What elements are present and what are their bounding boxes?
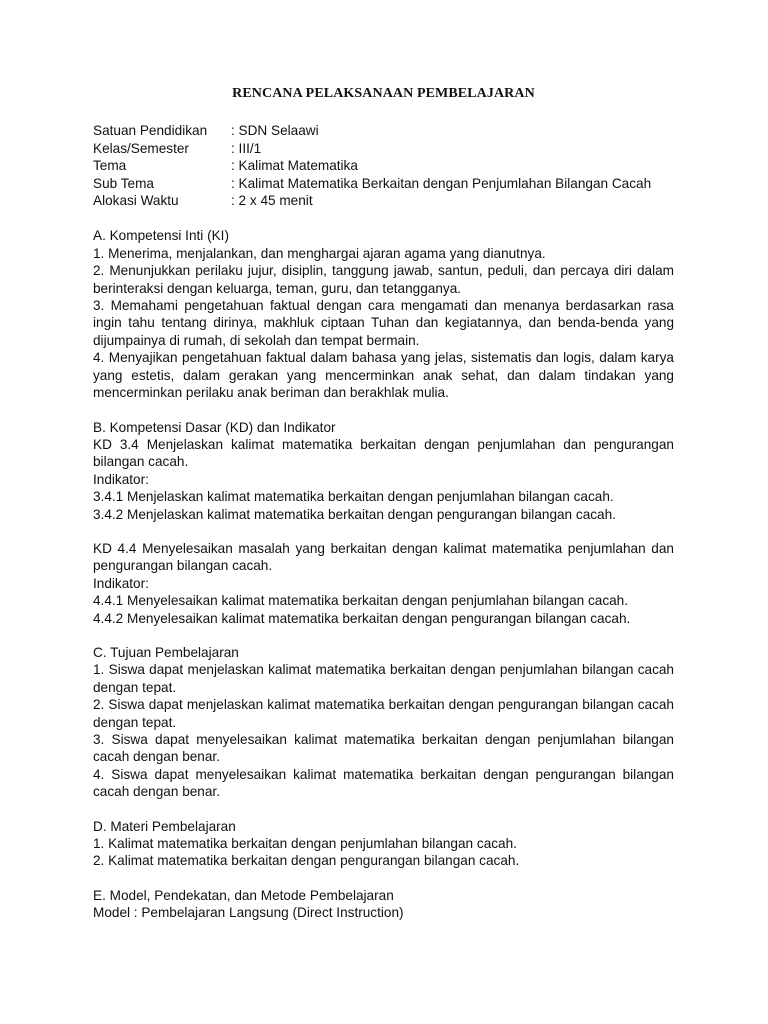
indikator-item: 4.4.2 Menyelesaikan kalimat matematika berkaitan dengan pengurangan bilangan cacah. <box>93 610 631 626</box>
indikator-item: 3.4.2 Menjelaskan kalimat matematika berkaitan dengan pengurangan bilangan cacah. <box>93 506 616 522</box>
section-heading: E. Model, Pendekatan, dan Metode Pembelajaran <box>93 887 394 903</box>
list-item: 2. Kalimat matematika berkaitan dengan pengurangan bilangan cacah. <box>93 853 520 869</box>
spacer <box>93 523 674 540</box>
info-row-alokasi <box>93 192 674 209</box>
info-key: Alokasi Waktu <box>93 193 179 209</box>
info-key: Satuan Pendidikan <box>93 123 208 139</box>
info-value: : Kalimat Matematika Berkaitan dengan Penjumlahan Bilangan Cacah <box>231 175 652 191</box>
list-item: 1. Siswa dapat menjelaskan kalimat matematika berkaitan dengan penjumlahan bilangan cacah dengan tepat. <box>93 662 674 695</box>
kd-4-4: KD 4.4 Menyelesaikan masalah yang berkaitan dengan kalimat matematika penjumlahan dan pengurangan bilangan cacah. <box>93 540 674 574</box>
list-item: 1. Menerima, menjalankan, dan menghargai ajaran agama yang dianutnya. <box>93 245 546 261</box>
section-materi <box>93 818 674 870</box>
info-row-tema <box>93 157 674 174</box>
list-item: 2. Siswa dapat menjelaskan kalimat matematika berkaitan dengan pengurangan bilangan cacah dengan tepat. <box>93 697 674 730</box>
info-row-subtema <box>93 175 674 192</box>
info-row-satuan <box>93 122 674 139</box>
info-value: : 2 x 45 menit <box>231 193 313 209</box>
info-row-kelas <box>93 140 674 157</box>
indikator-item: 3.4.1 Menjelaskan kalimat matematika berkaitan dengan penjumlahan bilangan cacah. <box>93 489 614 505</box>
identity-block <box>93 122 674 209</box>
list-item: 2. Menunjukkan perilaku jujur, disiplin, tanggung jawab, santun, peduli, dan percaya diri dalam berinteraksi dengan keluarga, teman, guru, dan tetangganya. <box>93 263 674 296</box>
indikator-item: 4.4.1 Menyelesaikan kalimat matematika berkaitan dengan penjumlahan bilangan cacah. <box>93 593 629 609</box>
document-title: RENCANA PELAKSANAAN PEMBELAJARAN <box>232 86 535 101</box>
list-item: 3. Memahami pengetahuan faktual dengan cara mengamati dan menanya berdasarkan rasa ingin tahu tentang dirinya, makhluk ciptaan Tuhan dan kegiatannya, dan benda-benda yang dijumpainya di rumah, di sekolah dan tempat bermain. <box>93 298 674 348</box>
info-value: : SDN Selaawi <box>231 123 319 139</box>
info-value: : III/1 <box>231 140 262 156</box>
kd-3-4: KD 3.4 Menjelaskan kalimat matematika berkaitan dengan penjumlahan dan pengurangan bilangan cacah. <box>93 436 674 470</box>
section-kompetensi-dasar <box>93 419 674 627</box>
indikator-label: Indikator: <box>93 575 149 591</box>
model-line: Model : Pembelajaran Langsung (Direct Instruction) <box>93 905 404 921</box>
section-model <box>93 887 674 922</box>
list-item: 3. Siswa dapat menyelesaikan kalimat matematika berkaitan dengan penjumlahan bilangan cacah dengan benar. <box>93 732 674 765</box>
section-tujuan <box>93 644 674 801</box>
section-heading: A. Kompetensi Inti (KI) <box>93 228 229 244</box>
info-key: Sub Tema <box>93 175 154 191</box>
indikator-label: Indikator: <box>93 471 149 487</box>
section-heading: D. Materi Pembelajaran <box>93 818 236 834</box>
section-heading: B. Kompetensi Dasar (KD) dan Indikator <box>93 419 336 435</box>
section-heading: C. Tujuan Pembelajaran <box>93 644 239 660</box>
section-kompetensi-inti <box>93 227 674 401</box>
list-item: 4. Menyajikan pengetahuan faktual dalam bahasa yang jelas, sistematis dan logis, dalam karya yang estetis, dalam gerakan yang mencerminkan anak sehat, dan dalam tindakan yang mencerminkan perilaku anak beriman dan berakhlak mulia. <box>93 350 674 401</box>
info-key: Tema <box>93 158 127 174</box>
info-value: : Kalimat Matematika <box>231 158 358 174</box>
list-item: 1. Kalimat matematika berkaitan dengan penjumlahan bilangan cacah. <box>93 836 517 852</box>
info-key: Kelas/Semester <box>93 140 189 156</box>
list-item: 4. Siswa dapat menyelesaikan kalimat matematika berkaitan dengan pengurangan bilangan cacah dengan benar. <box>93 766 674 800</box>
